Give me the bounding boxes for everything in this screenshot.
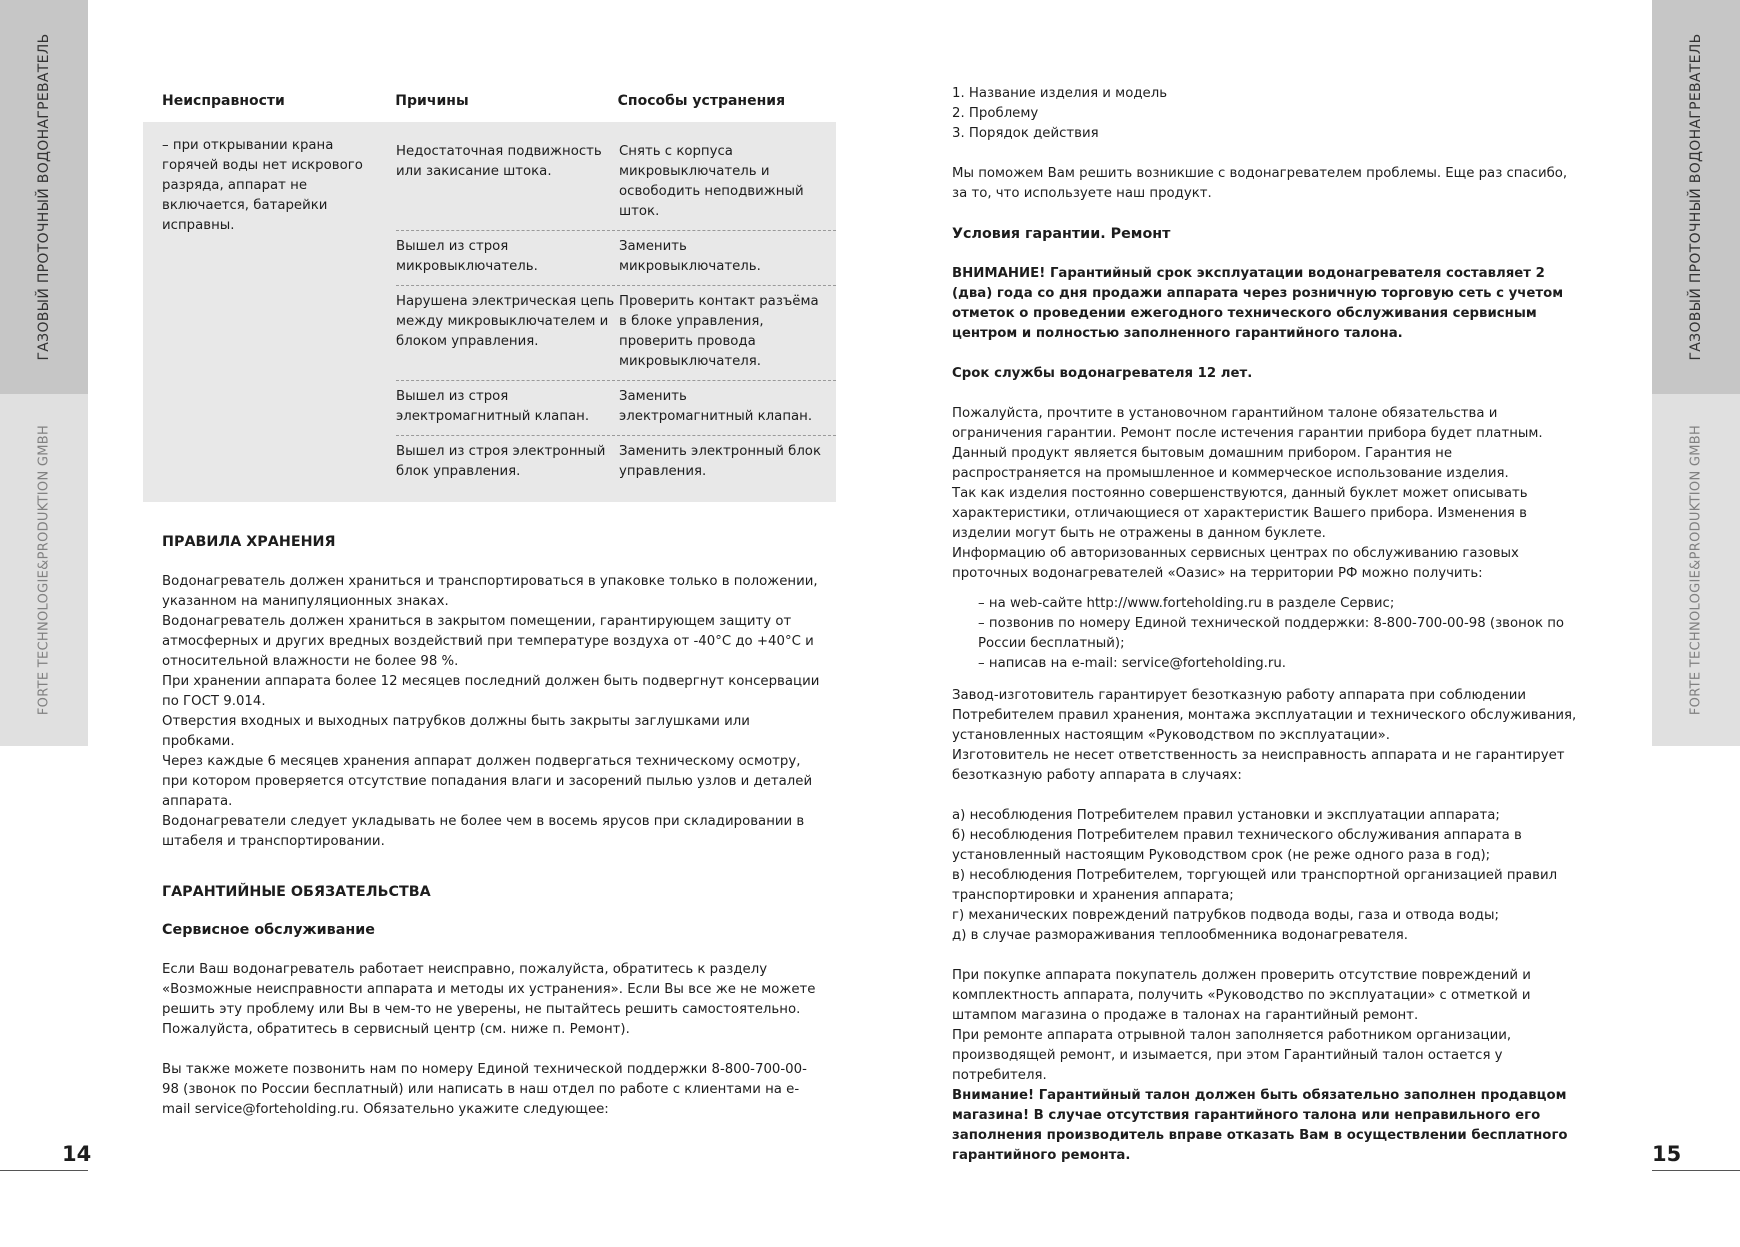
side-category-label: ГАЗОВЫЙ ПРОТОЧНЫЙ ВОДОНАГРЕВАТЕЛЬ — [36, 33, 52, 361]
contact-item: – написав на e-mail: service@forteholding.ru. — [978, 656, 1287, 671]
fix-cell: Заменить микровыключатель. — [619, 239, 761, 274]
cause-cell: Вышел из строя электромагнитный клапан. — [396, 389, 590, 424]
case-item: а) несоблюдения Потребителем правил установки и эксплуатации аппарата; — [952, 808, 1500, 823]
cause-cell: Вышел из строя электронный блок управления. — [396, 444, 606, 479]
page-rule-right — [1652, 1170, 1740, 1171]
service-paragraph: Если Ваш водонагреватель работает неисправно, пожалуйста, обратитесь к разделу «Возможные неисправности аппарата и методы их устранения». Если Вы все же не можете решить эту проблему или Вы в чем-то не уверены, не пытайтесь решить самостоятельно. Пожалуйста, обратитесь в сервисный центр (см. ниже п. Ремонт). — [162, 962, 816, 1037]
attention-paragraph: ВНИМАНИЕ! Гарантийный срок эксплуатации водонагревателя составляет 2 (два) года со дня продажи аппарата через розничную торговую сеть с учетом отметок о проведении ежегодного технического обслуживания сервисным центром и полностью заполненного гарантийного талона. — [952, 266, 1564, 341]
table-row — [396, 136, 836, 231]
fix-cell: Проверить контакт разъёма в блоке управления, проверить провода микровыключателя. — [619, 294, 819, 369]
service-title: Сервисное обслуживание — [162, 922, 375, 938]
help-paragraph: Мы поможем Вам решить возникшие с водонагревателем проблемы. Еще раз спасибо, за то, что используете наш продукт. — [952, 166, 1568, 201]
contact-item: – позвонив по номеру Единой технической поддержки: 8-800-700-00-98 (звонок по России бесплатный); — [978, 616, 1565, 651]
storage-paragraph: Отверстия входных и выходных патрубков должны быть закрыты заглушками или пробками. — [162, 714, 750, 749]
side-tab-company-right — [1652, 394, 1740, 746]
storage-paragraph: Водонагреватель должен храниться в закрытом помещении, гарантирующем защиту от атмосферных и других вредных воздействий при температуре воздуха от -40°С до +40°С и относительной влажности не более 98 %. — [162, 614, 814, 669]
warranty-title: ГАРАНТИЙНЫЕ ОБЯЗАТЕЛЬСТВА — [162, 884, 431, 900]
header-faults: Неисправности — [162, 93, 285, 109]
info-paragraph: Пожалуйста, прочтите в установочном гарантийном талоне обязательства и ограничения гарантии. Ремонт после истечения гарантии прибора будет платным. — [952, 406, 1543, 441]
case-item: д) в случае размораживания теплообменника водонагревателя. — [952, 928, 1408, 943]
cause-cell: Недостаточная подвижность или закисание штока. — [396, 144, 602, 179]
case-item: в) несоблюдения Потребителем, торгующей или транспортной организацией правил транспортировки и хранения аппарата; — [952, 868, 1558, 903]
page-rule-left — [0, 1170, 88, 1171]
fix-cell: Снять с корпуса микровыключатель и освободить неподвижный шток. — [619, 144, 804, 219]
storage-paragraph: Через каждые 6 месяцев хранения аппарат должен подвергаться техническому осмотру, при котором проверяется отсутствие попадания влаги и засорений пылью узлов и деталей аппарата. — [162, 754, 813, 809]
info-paragraph: Так как изделия постоянно совершенствуются, данный буклет может описывать характеристики, отличающиеся от характеристик Вашего прибора. Изменения в изделии могут быть не отражены в данном буклете. — [952, 486, 1528, 541]
side-company-label: FORTE TECHNOLOGIE&PRODUKTION GMBH — [36, 424, 52, 716]
list-item: 1. Название изделия и модель — [952, 86, 1168, 101]
case-item: б) несоблюдения Потребителем правил технического обслуживания аппарата в установленный настоящим Руководством срок (не реже одного раза в год); — [952, 828, 1522, 863]
purchase-paragraph: При покупке аппарата покупатель должен проверить отсутствие повреждений и комплектность аппарата, получить «Руководство по эксплуатации» с отметкой и штампом магазина о продаже в талонах на гарантийный ремонт. — [952, 968, 1531, 1023]
conditions-title: Условия гарантии. Ремонт — [952, 226, 1171, 242]
storage-paragraph: Водонагреватель должен храниться и транспортироваться в упаковке только в положении, указанном на манипуляционных знаках. — [162, 574, 818, 609]
header-fixes: Способы устранения — [617, 93, 786, 109]
side-category-label: ГАЗОВЫЙ ПРОТОЧНЫЙ ВОДОНАГРЕВАТЕЛЬ — [1688, 33, 1704, 361]
lifetime-line: Срок службы водонагревателя 12 лет. — [952, 366, 1253, 381]
table-row — [396, 231, 836, 286]
cause-cell: Нарушена электрическая цепь между микровыключателем и блоком управления. — [396, 294, 615, 349]
fault-description: – при открывании крана горячей воды нет искрового разряда, аппарат не включается, батарейки исправны. — [162, 138, 363, 233]
final-warning: Внимание! Гарантийный талон должен быть обязательно заполнен продавцом магазина! В случае отсутствия гарантийного талона или неправильного его заполнения производитель вправе отказать Вам в осуществлении бесплатного гарантийного ремонта. — [952, 1088, 1568, 1163]
left-page-content — [162, 80, 822, 1120]
side-tab-category-left — [0, 0, 88, 394]
page-number-left: 14 — [62, 1142, 92, 1166]
header-causes: Причины — [395, 93, 469, 109]
troubleshooting-table-header — [162, 80, 822, 122]
factory-paragraph: Завод-изготовитель гарантирует безотказную работу аппарата при соблюдении Потребителем правил хранения, монтажа эксплуатации и технического обслуживания, установленных настоящим «Руководством по эксплуатации». — [952, 688, 1577, 743]
right-page-content — [952, 84, 1582, 1166]
contact-item: – на web-сайте http://www.forteholding.ru в разделе Сервис; — [978, 596, 1395, 611]
storage-title: ПРАВИЛА ХРАНЕНИЯ — [162, 534, 336, 550]
table-row — [396, 381, 836, 436]
side-tab-category-right — [1652, 0, 1740, 394]
cause-cell: Вышел из строя микровыключатель. — [396, 239, 538, 274]
purchase-paragraph: При ремонте аппарата отрывной талон заполняется работником организации, производящей ремонт, и изымается, при этом Гарантийный талон остается у потребителя. — [952, 1028, 1512, 1083]
service-paragraph: Вы также можете позвонить нам по номеру Единой технической поддержки 8-800-700-00-98 (звонок по России бесплатный) или написать в наш отдел по работе с клиентами на e-mail service@forteholding.ru. Обязательно укажите следующее: — [162, 1062, 807, 1117]
case-item: г) механических повреждений патрубков подвода воды, газа и отвода воды; — [952, 908, 1499, 923]
fix-cell: Заменить электромагнитный клапан. — [619, 389, 813, 424]
side-tab-company-left — [0, 394, 88, 746]
storage-paragraph: При хранении аппарата более 12 месяцев последний должен быть подвергнут консервации по ГОСТ 9.014. — [162, 674, 820, 709]
factory-paragraph: Изготовитель не несет ответственность за неисправность аппарата и не гарантирует безотказную работу аппарата в случаях: — [952, 748, 1565, 783]
table-row — [396, 286, 836, 381]
fix-cell: Заменить электронный блок управления. — [619, 444, 821, 479]
page-number-right: 15 — [1652, 1142, 1682, 1166]
side-company-label: FORTE TECHNOLOGIE&PRODUKTION GMBH — [1688, 424, 1704, 716]
list-item: 2. Проблему — [952, 106, 1039, 121]
info-paragraph: Данный продукт является бытовым домашним прибором. Гарантия не распространяется на промышленное и коммерческое использование изделия. — [952, 446, 1509, 481]
storage-paragraph: Водонагреватели следует укладывать не более чем в восемь ярусов при складировании в штабеля и транспортировании. — [162, 814, 805, 849]
troubleshooting-table-body — [143, 122, 836, 502]
list-item: 3. Порядок действия — [952, 126, 1099, 141]
info-paragraph: Информацию об авторизованных сервисных центрах по обслуживанию газовых проточных водонагревателей «Оазис» на территории РФ можно получить: — [952, 546, 1519, 581]
table-row — [396, 436, 836, 490]
